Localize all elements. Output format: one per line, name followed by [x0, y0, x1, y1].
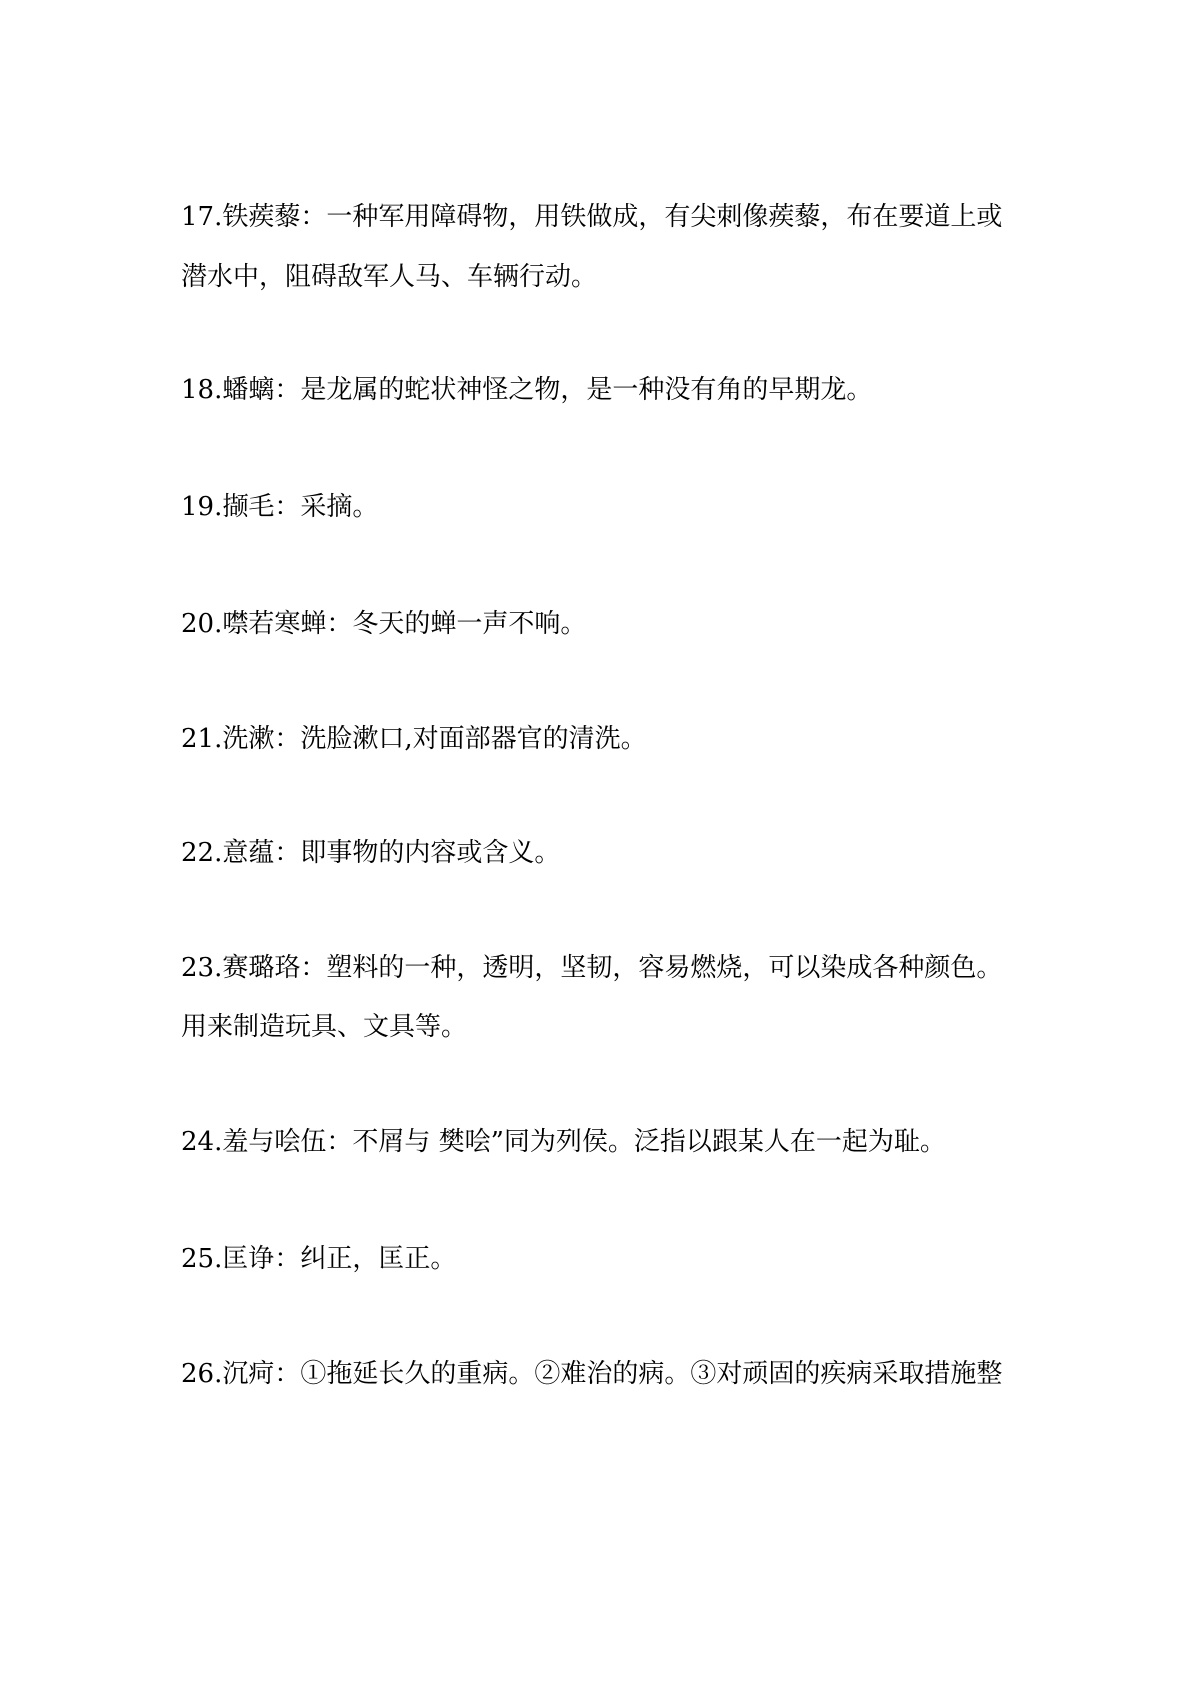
entry-17-line-1: 17.铁蒺藜：一种军用障碍物，用铁做成，有尖刺像蒺藜，布在要道上或 — [181, 202, 1003, 232]
entry-25: 25.匡诤：纠正，匡正。 — [181, 1244, 457, 1274]
entry-19: 19.撷毛：采摘。 — [181, 492, 379, 522]
entry-21: 21.洗漱：洗脸漱口,对面部器官的清洗。 — [181, 724, 647, 754]
entry-26: 26.沉疴：①拖延长久的重病。②难治的病。③对顽固的疾病采取措施整 — [181, 1359, 1003, 1389]
entry-24: 24.羞与哙伍：不屑与 樊哙”同为列侯。泛指以跟某人在一起为耻。 — [181, 1127, 946, 1157]
entry-23-line-2: 用来制造玩具、文具等。 — [181, 1012, 468, 1042]
entry-18: 18.蟠螭：是龙属的蛇状神怪之物，是一种没有角的早期龙。 — [181, 375, 873, 405]
entry-20: 20.噤若寒蝉：冬天的蝉一声不响。 — [181, 609, 587, 639]
entry-23-line-1: 23.赛璐珞：塑料的一种，透明，坚韧，容易燃烧，可以染成各种颜色。 — [181, 953, 1003, 983]
entry-22: 22.意蕴：即事物的内容或含义。 — [181, 838, 561, 868]
entry-17-line-2: 潜水中，阻碍敌军人马、车辆行动。 — [181, 262, 598, 292]
